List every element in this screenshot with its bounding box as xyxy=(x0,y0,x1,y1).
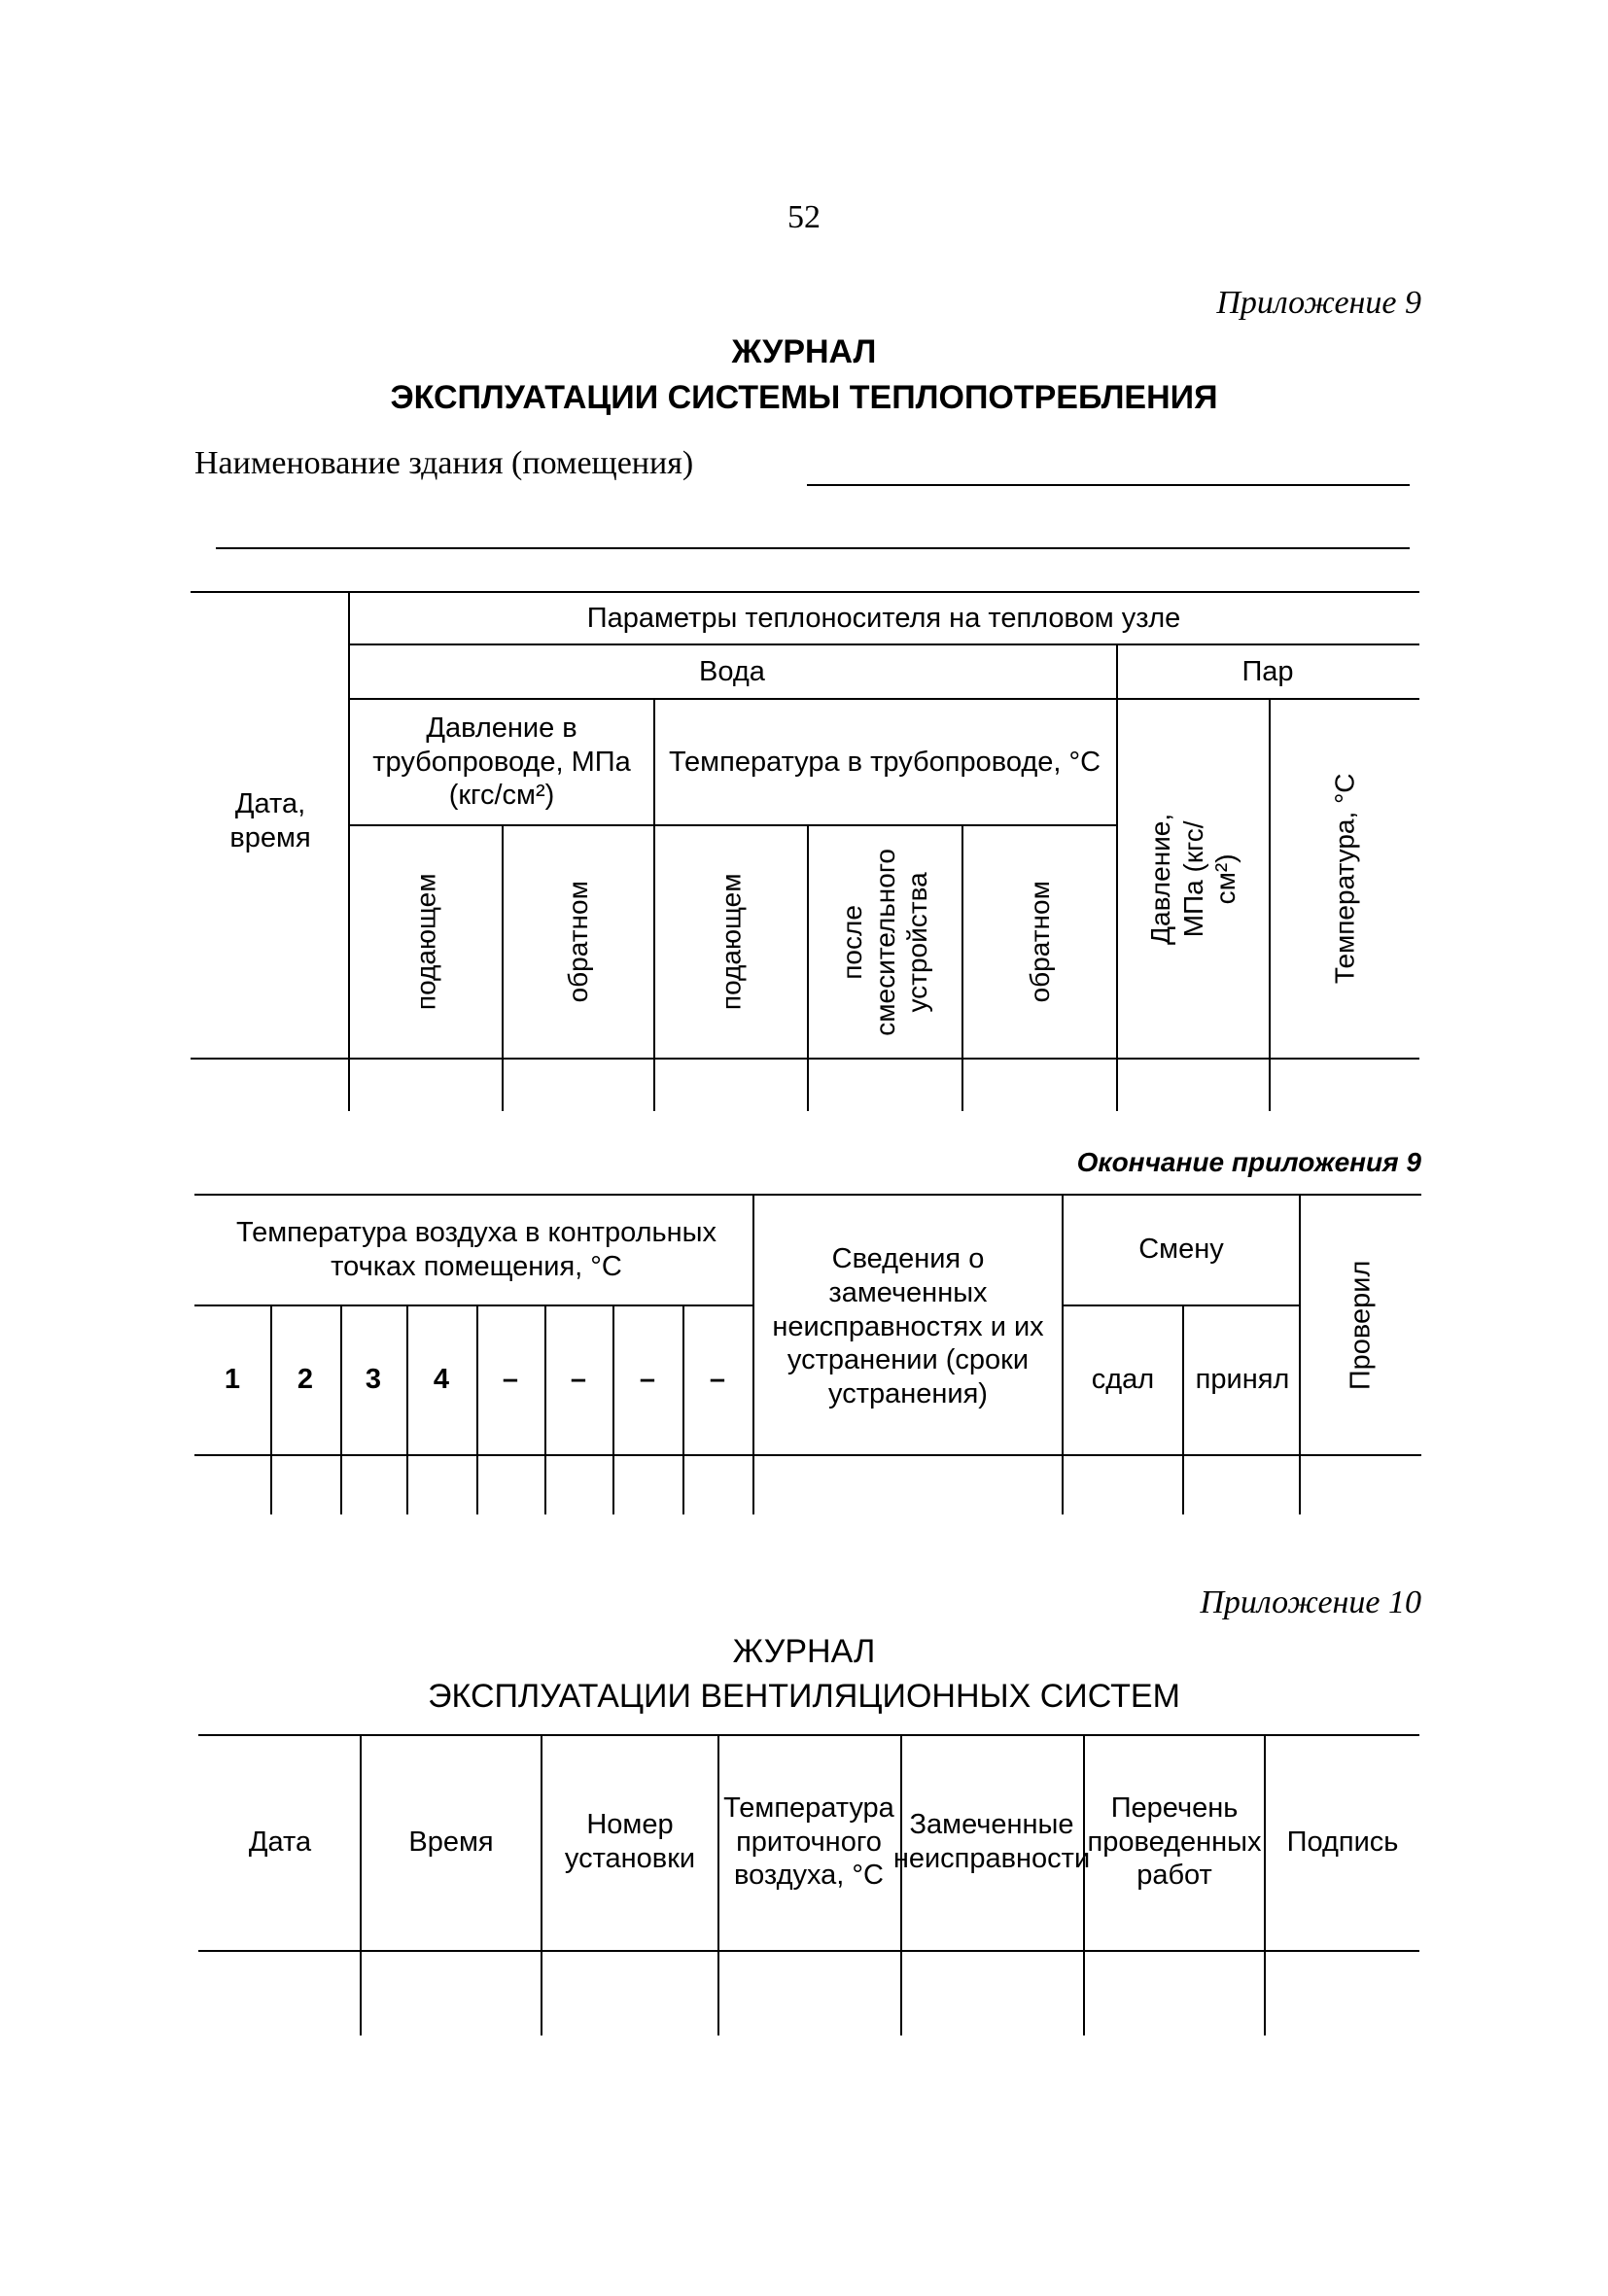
point-5: – xyxy=(502,1363,519,1395)
shift-accepted: принял xyxy=(1195,1363,1290,1395)
col-steam-temperature: Температура, °С xyxy=(1329,773,1360,985)
journal-title-9-line2: ЭКСПЛУАТАЦИИ СИСТЕМЫ ТЕПЛОПОТРЕБЛЕНИЯ xyxy=(390,379,1218,416)
faults-header: Сведения о замеченных неисправностях и их устранении (сроки устранения) xyxy=(772,1243,1044,1410)
water-header: Вода xyxy=(699,655,765,687)
point-6: – xyxy=(570,1363,587,1395)
col-return-temperature: обратном xyxy=(1024,881,1055,1003)
col-unit-number: Номер установки xyxy=(564,1809,696,1874)
col-supply-pressure: подающем xyxy=(410,873,441,1011)
journal-title-10-line1: ЖУРНАЛ xyxy=(732,1633,876,1670)
col-supply-air-temperature: Температура приточного воздуха, °С xyxy=(723,1792,894,1892)
checked-by-header: Проверил xyxy=(1345,1260,1377,1390)
building-name-fill-line xyxy=(807,484,1410,486)
building-name-fill-line-2 xyxy=(216,547,1410,549)
col-after-mixer-temperature: после смесительного устройства xyxy=(837,848,933,1036)
col-time: Время xyxy=(408,1826,494,1858)
col-return-pressure: обратном xyxy=(563,881,594,1003)
col-date: Дата xyxy=(248,1826,312,1858)
air-temperature-header: Температура воздуха в контрольных точках помещения, °С xyxy=(236,1217,717,1282)
pipe-pressure-header: Давление в трубопроводе, МПа (кгс/см²) xyxy=(372,712,631,812)
col-steam-pressure: Давление, МПа (кгс/см²) xyxy=(1145,813,1241,945)
appendix-9-label: Приложение 9 xyxy=(1216,285,1421,321)
col-works-list: Перечень проведенных работ xyxy=(1087,1792,1262,1892)
steam-header: Пар xyxy=(1241,655,1294,687)
col-supply-temperature: подающем xyxy=(716,873,747,1011)
continuation-label: Окончание приложения 9 xyxy=(1076,1147,1421,1177)
shift-handed-over: сдал xyxy=(1091,1363,1155,1395)
point-1: 1 xyxy=(224,1363,241,1395)
params-header: Параметры теплоносителя на тепловом узле xyxy=(586,602,1181,634)
page-number: 52 xyxy=(787,199,821,235)
appendix-10-label: Приложение 10 xyxy=(1200,1584,1421,1620)
point-8: – xyxy=(709,1363,726,1395)
journal-title-9-line1: ЖУРНАЛ xyxy=(731,333,877,370)
building-name-label: Наименование здания (помещения) xyxy=(194,445,694,481)
point-7: – xyxy=(639,1363,656,1395)
pipe-temperature-header: Температура в трубопроводе, °С xyxy=(668,746,1101,778)
point-3: 3 xyxy=(365,1363,382,1395)
col-signature: Подпись xyxy=(1286,1826,1399,1858)
date-time-header: Дата, время xyxy=(229,788,311,853)
point-2: 2 xyxy=(297,1363,314,1395)
point-4: 4 xyxy=(433,1363,450,1395)
col-faults-noted: Замеченные неисправности xyxy=(892,1809,1091,1874)
shift-header: Смену xyxy=(1138,1233,1224,1265)
journal-title-10-line2: ЭКСПЛУАТАЦИИ ВЕНТИЛЯЦИОННЫХ СИСТЕМ xyxy=(428,1678,1180,1715)
